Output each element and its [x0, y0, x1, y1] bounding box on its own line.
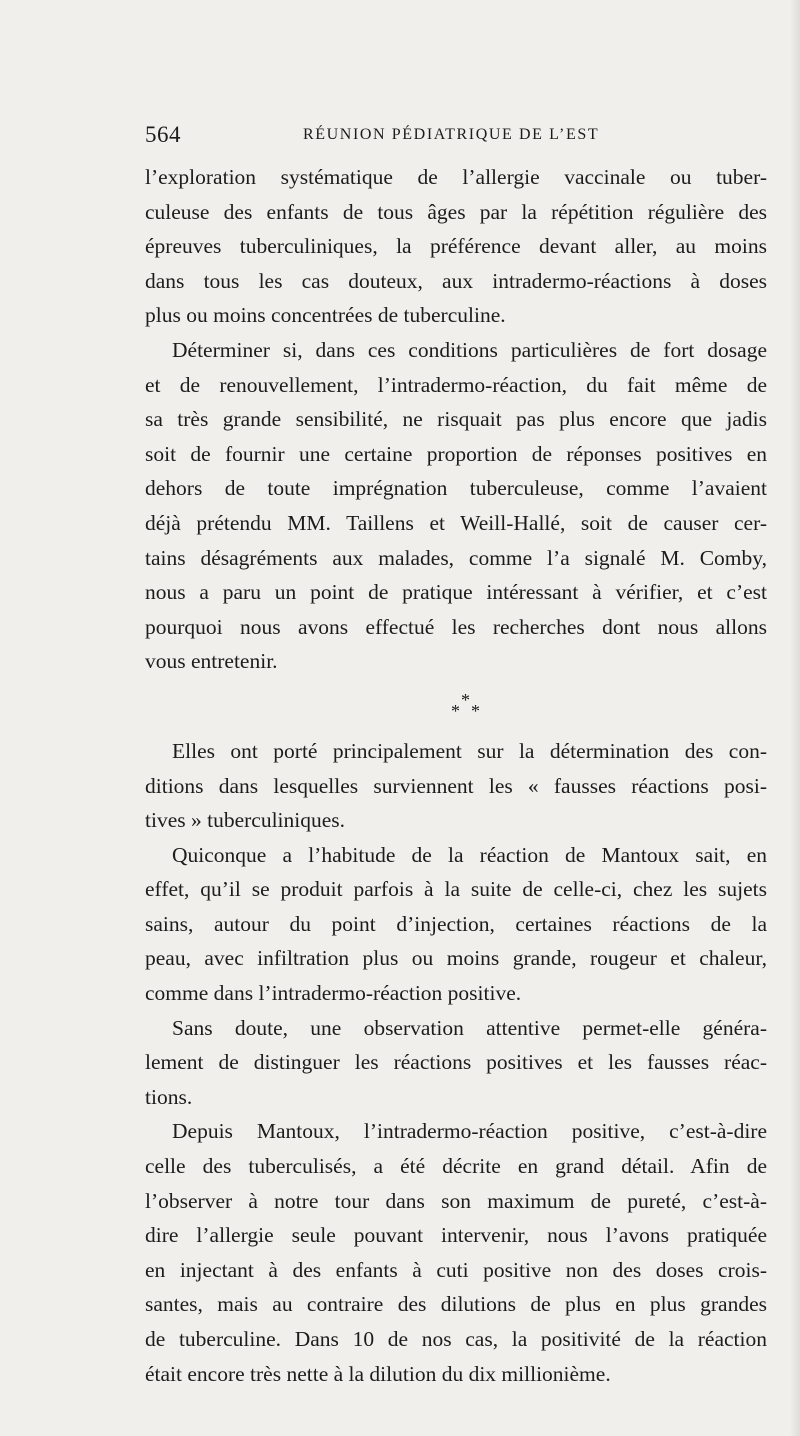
text-line: lement de distinguer les réactions positives et les fausses réac-	[145, 1050, 767, 1075]
text-line: Sans doute, une observation attentive permet-elle généra-	[172, 1015, 767, 1040]
text-line: plus ou moins concentrées de tuberculine.	[145, 303, 506, 328]
asterism-star: *	[471, 700, 480, 721]
text-line: de tuberculine. Dans 10 de nos cas, la positivité de la réaction	[145, 1327, 767, 1351]
text-line: tains désagréments aux malades, comme l’a signalé M. Comby,	[145, 545, 767, 570]
asterism-star: *	[451, 700, 460, 721]
text-line: effet, qu’il se produit parfois à la suite de celle-ci, chez les sujets	[145, 877, 767, 902]
asterism-separator	[145, 679, 767, 734]
text-line: pourquoi nous avons effectué les recherches dont nous allons	[145, 614, 767, 639]
body-text	[145, 160, 767, 1391]
text-line: dans tous les cas douteux, aux intradermo-réactions à doses	[145, 268, 767, 293]
page-edge-shadow	[790, 0, 800, 1436]
text-line: nous a paru un point de pratique intéressant à vérifier, et c’est	[145, 580, 767, 605]
text-line: déjà prétendu MM. Taillens et Weill-Hallé, soit de causer cer-	[145, 510, 767, 535]
text-line: dehors de toute imprégnation tuberculeuse, comme l’avaient	[145, 476, 767, 501]
text-line: tions.	[145, 1084, 193, 1109]
text-line: ditions dans lesquelles surviennent les « fausses réactions posi-	[145, 773, 767, 798]
text-line: santes, mais au contraire des dilutions de plus en plus grandes	[145, 1292, 767, 1317]
text-line: l’exploration systématique de l’allergie vaccinale ou tuber-	[145, 165, 767, 189]
text-line: soit de fournir une certaine proportion de réponses positives en	[145, 441, 767, 466]
running-head: RÉUNION PÉDIATRIQUE DE L’EST	[303, 126, 600, 143]
page-number: 564	[145, 122, 181, 147]
text-line: épreuves tuberculiniques, la préférence devant aller, au moins	[145, 234, 767, 259]
text-line: en injectant à des enfants à cuti positive non des doses crois-	[145, 1257, 767, 1282]
text-line: sa très grande sensibilité, ne risquait pas plus encore que jadis	[145, 407, 767, 432]
text-line: vous entretenir.	[145, 649, 278, 674]
text-line: culeuse des enfants de tous âges par la répétition régulière des	[145, 199, 767, 224]
text-line: et de renouvellement, l’intradermo-réaction, du fait même de	[145, 372, 767, 397]
paragraph	[145, 1011, 767, 1115]
paragraph	[145, 838, 767, 1011]
paragraph	[145, 333, 767, 679]
text-line: tives » tuberculiniques.	[145, 808, 346, 833]
text-line: sains, autour du point d’injection, certaines réactions de la	[145, 911, 767, 936]
text-line: Elles ont porté principalement sur la détermination des con-	[172, 738, 767, 763]
text-line: Depuis Mantoux, l’intradermo-réaction positive, c’est-à-dire	[172, 1119, 767, 1144]
text-line: Déterminer si, dans ces conditions particulières de fort dosage	[172, 337, 767, 362]
text-line: comme dans l’intradermo-réaction positive.	[145, 981, 522, 1006]
text-line: peau, avec infiltration plus ou moins grande, rougeur et chaleur,	[145, 946, 767, 971]
text-line: dire l’allergie seule pouvant intervenir, nous l’avons pratiquée	[145, 1223, 767, 1248]
paragraph	[145, 1114, 767, 1391]
paragraph	[145, 160, 767, 333]
paragraph	[145, 734, 767, 838]
text-line: était encore très nette à la dilution du dix millionième.	[145, 1361, 611, 1386]
asterism-star: *	[461, 689, 470, 710]
text-line: celle des tuberculisés, a été décrite en grand détail. Afin de	[145, 1154, 767, 1179]
text-line: l’observer à notre tour dans son maximum de pureté, c’est-à-	[145, 1188, 767, 1213]
page-header	[145, 118, 767, 154]
text-line: Quiconque a l’habitude de la réaction de Mantoux sait, en	[172, 842, 767, 867]
